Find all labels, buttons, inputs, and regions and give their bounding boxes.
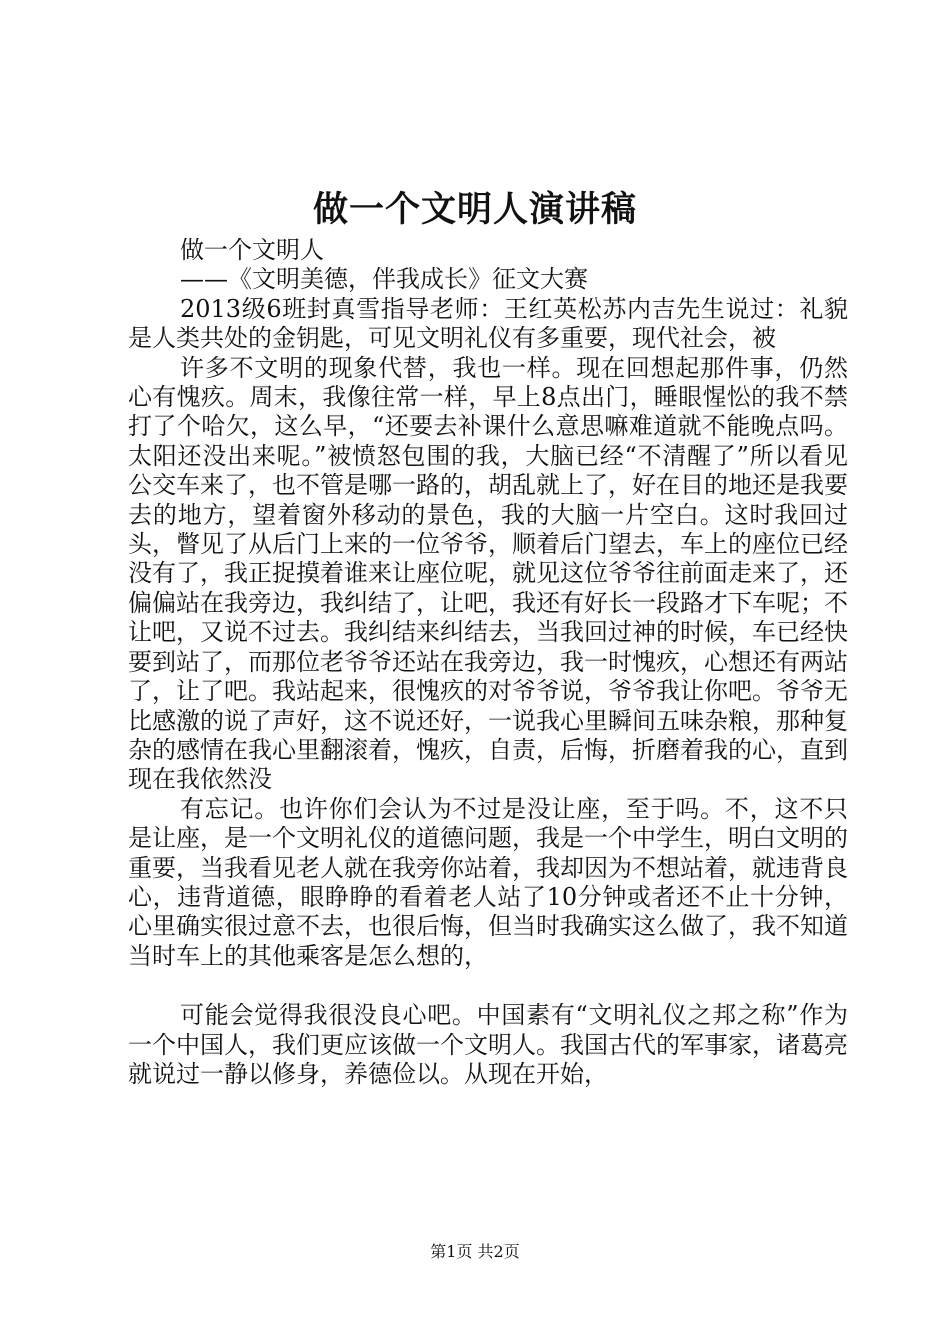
paragraph-story: 许多不文明的现象代替，我也一样。现在回想起那件事，仍然心有愧疚。周末，我像往常一样，早上8点出门，睡眼惺忪的我不禁打了个哈欠，这么早，“还要去补课什么意思嘛难道就不能晚点吗。太阳还没出来呢。”被愤怒包围的我，大脑已经“不清醒了”所以看见公交车来了，也不管是哪一路的，胡乱就上了，好在目的地还是我要去的地方，望着窗外移动的景色，我的大脑一片空白。这时我回过头，瞥见了从后门上来的一位爷爷，顺着后门望去，车上的座位已经没有了，我正捉摸着谁来让座位呢，就见这位爷爷往前面走来了，还偏偏站在我旁边，我纠结了，让吧，我还有好长一段路才下车呢；不让吧，又说不过去。我纠结来纠结去，当我回过神的时候，车已经快要到站了，而那位老爷爷还站在我旁边，我一时愧疚，心想还有两站了，让了吧。我站起来，很愧疚的对爷爷说，爷爷我让你吧。爷爷无比感激的说了声好，这不说还好，一说我心里瞬间五味杂粮，那种复杂的感情在我心里翻滚着，愧疚，自责，后悔，折磨着我的心，直到现在我依然没 [128, 353, 848, 794]
paragraph-heading: 做一个文明人 [180, 236, 324, 264]
document-title: 做一个文明人演讲稿 [312, 189, 637, 230]
page-footer: 第1页 共2页 [430, 1242, 520, 1261]
paragraph-intro: 2013级6班封真雪指导老师：王红英松苏内吉先生说过：礼貌是人类共处的金钥匙，可见文明礼仪有多重要，现代社会，被 [128, 294, 848, 353]
paragraph-conclusion: 可能会觉得我很没良心吧。中国素有“文明礼仪之邦之称”作为一个中国人，我们更应该做一个文明人。我国古代的军事家，诸葛亮就说过一静以修身，养德俭以。从现在开始， [128, 1001, 848, 1088]
document-body [128, 236, 848, 1089]
paragraph-gap [128, 971, 848, 1001]
paragraph-subheading: ——《文明美德，伴我成长》征文大赛 [180, 265, 588, 294]
paragraph-reflection: 有忘记。也许你们会认为不过是没让座，至于吗。不，这不只是让座，是一个文明礼仪的道德问题，我是一个中学生，明白文明的重要，当我看见老人就在我旁你站着，我却因为不想站着，就违背良心，违背道德，眼睁睁的看着老人站了10分钟或者还不止十分钟，心里确实很过意不去，也很后悔，但当时我确实这么做了，我不知道当时车上的其他乘客是怎么想的， [128, 794, 848, 970]
